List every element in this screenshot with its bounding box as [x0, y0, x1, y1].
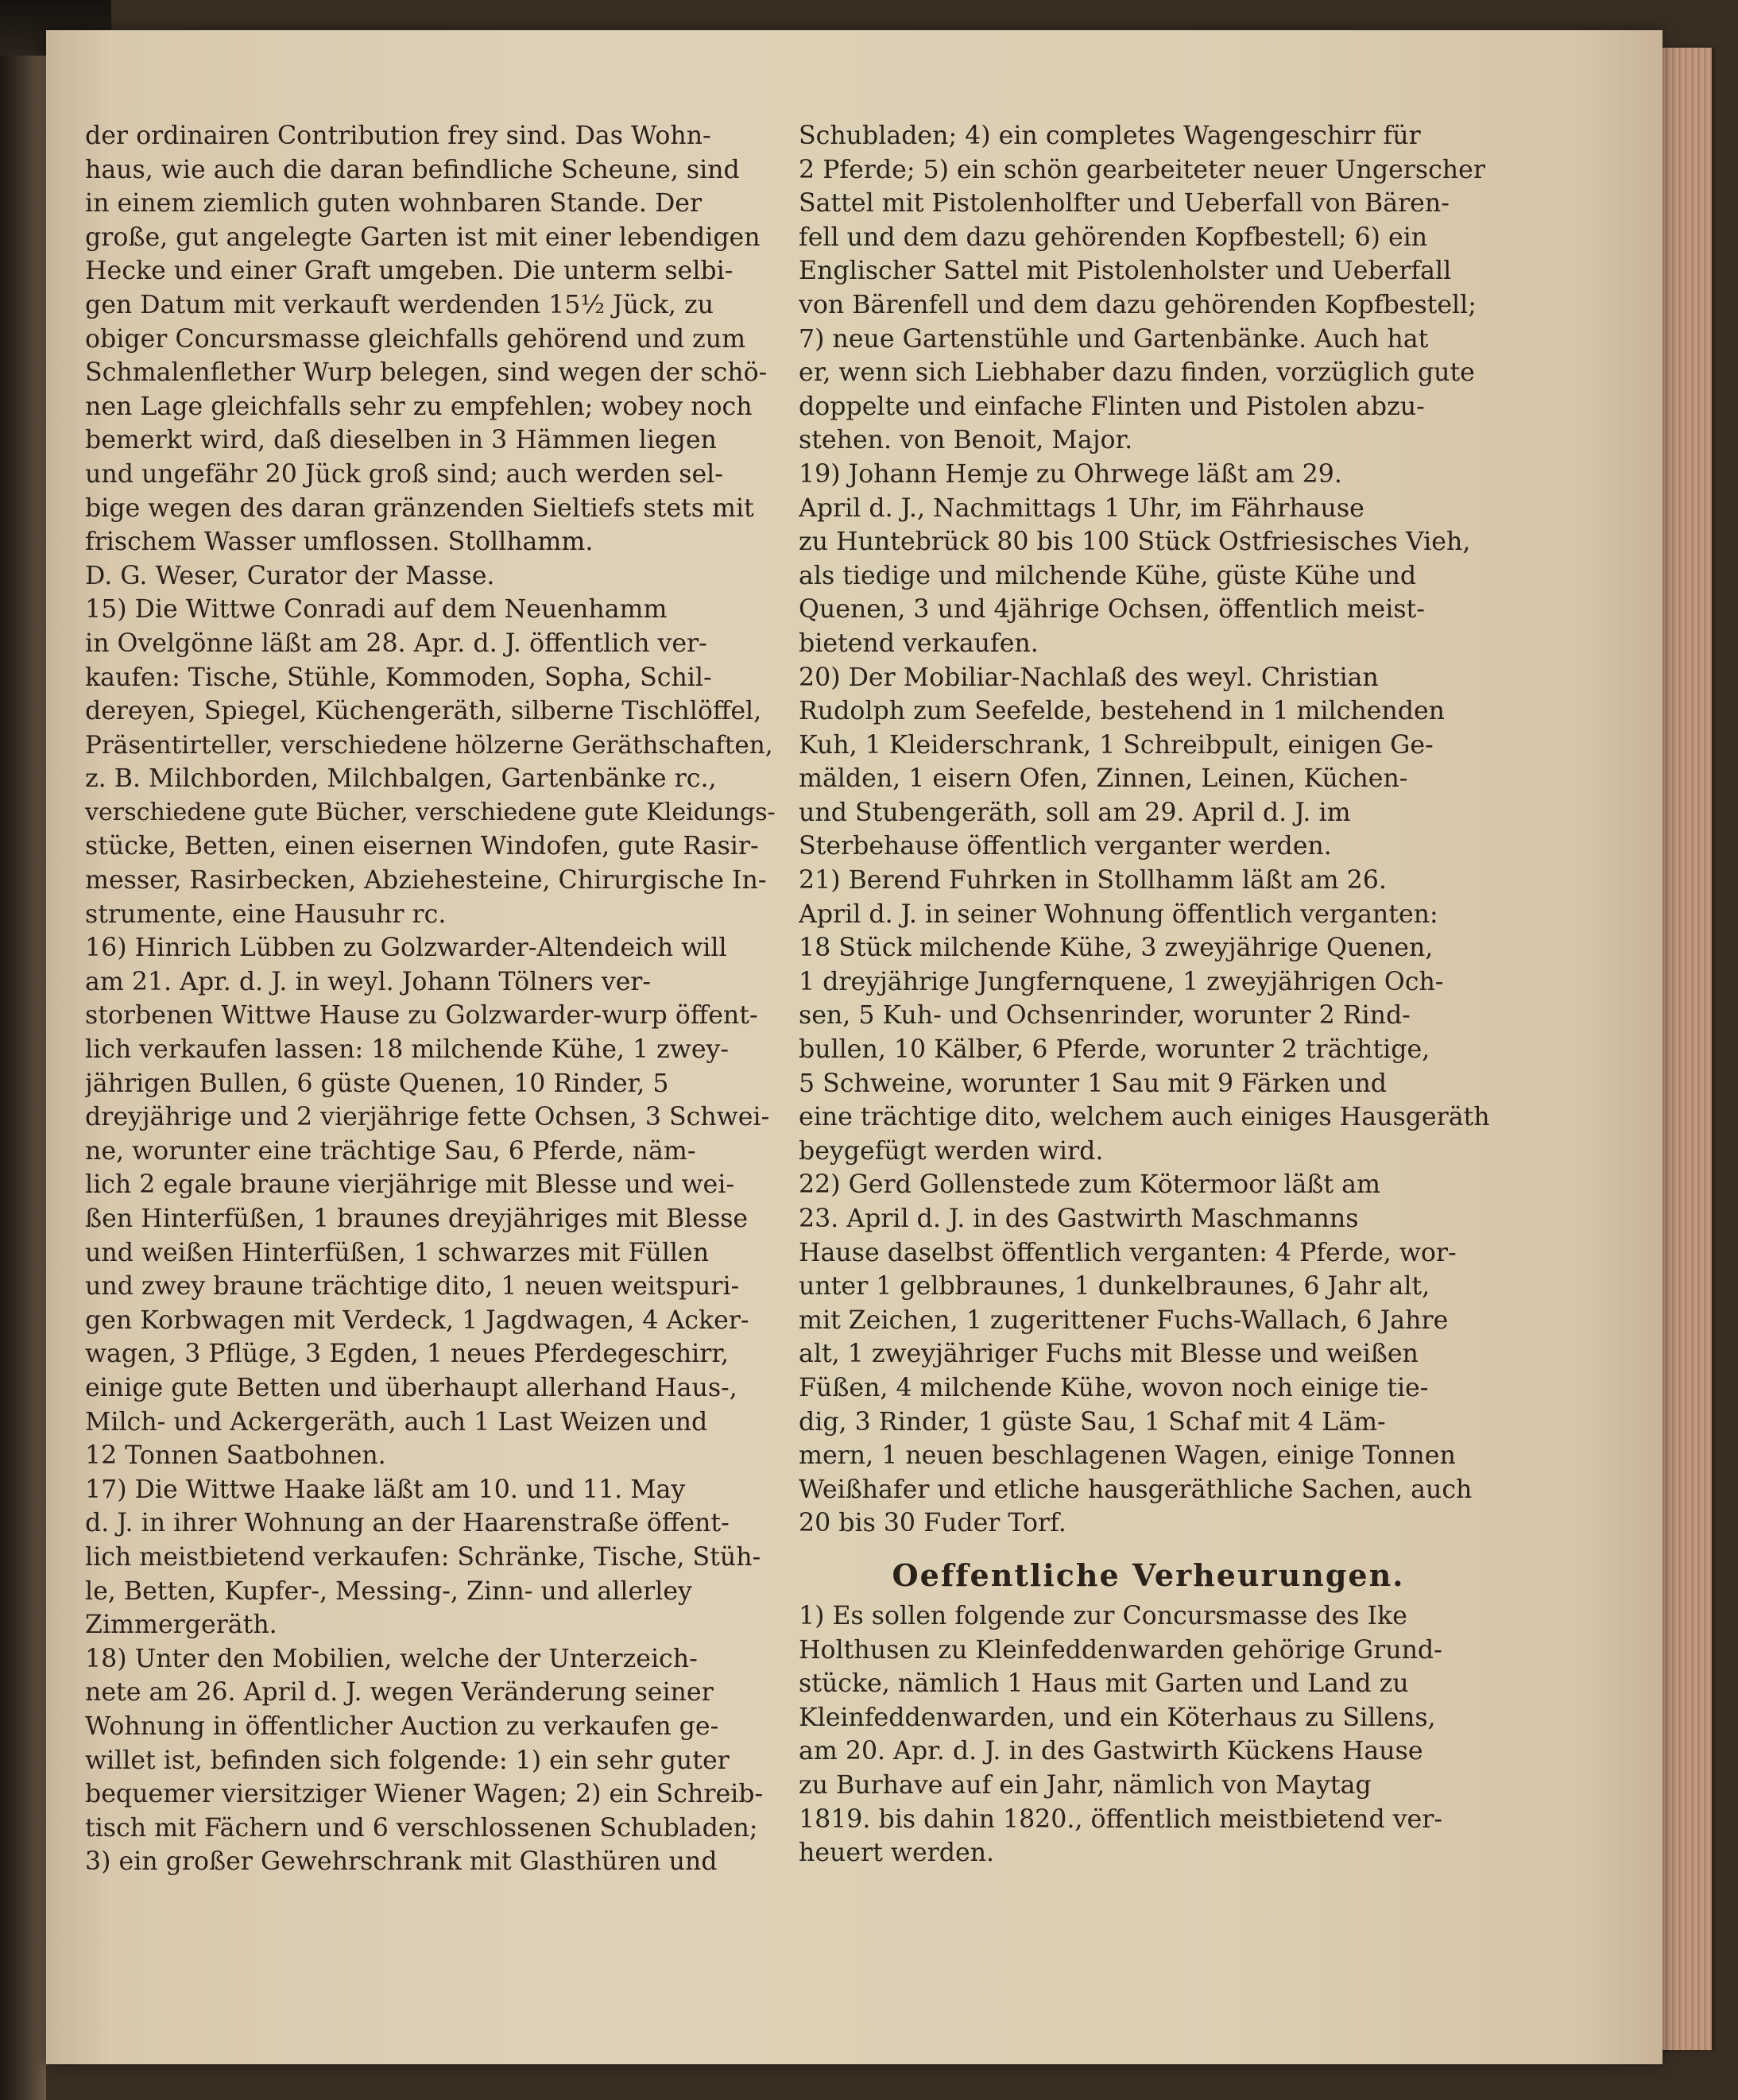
text-line: mälden, 1 eisern Ofen, Zinnen, Leinen, Küchen-	[799, 764, 1408, 794]
text-line: Englischer Sattel mit Pistolenholster und Ueberfall	[799, 257, 1452, 286]
text-line: gen Korbwagen mit Verdeck, 1 Jagdwagen, 4 Acker-	[85, 1305, 749, 1335]
text-line: er, wenn sich Liebhaber dazu finden, vorzüglich gute	[799, 358, 1475, 388]
text-line: Hecke und einer Graft umgeben. Die unterm selbi-	[85, 257, 734, 286]
text-line: d. J. in ihrer Wohnung an der Haarenstraße öffent-	[85, 1509, 730, 1538]
text-line: D. G. Weser, Curator der Masse.	[85, 561, 495, 590]
text-line: 1) Es sollen folgende zur Concursmasse des Ike	[799, 1601, 1407, 1630]
text-line: doppelte und einfache Flinten und Pistolen abzu-	[799, 392, 1425, 421]
text-line: 2 Pferde; 5) ein schön gearbeiteter neuer Ungerscher	[799, 155, 1485, 184]
right-column-bottom-block	[799, 1599, 1498, 1870]
text-line: April d. J. in seiner Wohnung öffentlich verganten:	[799, 899, 1438, 929]
text-line: willet ist, befinden sich folgende: 1) ein sehr guter	[85, 1746, 730, 1775]
text-line: einige gute Betten und überhaupt allerhand Haus-,	[85, 1373, 737, 1402]
text-line: als tiedige und milchende Kühe, güste Kühe und	[799, 561, 1417, 590]
text-line: 22) Gerd Gollenstede zum Kötermoor läßt am	[799, 1170, 1380, 1200]
text-line: Hause daselbst öffentlich verganten: 4 Pferde, wor-	[799, 1238, 1457, 1267]
text-line: am 20. Apr. d. J. in des Gastwirth Kückens Hause	[799, 1737, 1423, 1766]
book-spine	[0, 0, 46, 2100]
text-line: fell und dem dazu gehörenden Kopfbestell; 6) ein	[799, 222, 1428, 252]
text-line: stehen. von Benoit, Major.	[799, 426, 1133, 455]
text-line: bige wegen des daran gränzenden Sieltiefs stets mit	[85, 493, 754, 523]
left-text-column	[85, 119, 776, 1879]
text-line: in einem ziemlich guten wohnbaren Stande. Der	[85, 189, 703, 219]
text-line: mern, 1 neuen beschlagenen Wagen, einige Tonnen	[799, 1441, 1456, 1471]
text-line: verschiedene gute Bücher, verschiedene gute Kleidungs-	[85, 798, 776, 826]
text-line: bemerkt wird, daß dieselben in 3 Hämmen liegen	[85, 426, 717, 455]
text-line: messer, Rasirbecken, Abziehesteine, Chirurgische In-	[85, 866, 767, 895]
text-line: April d. J., Nachmittags 1 Uhr, im Fährhause	[799, 493, 1364, 523]
text-line: 1819. bis dahin 1820., öffentlich meistbietend ver-	[799, 1804, 1443, 1834]
text-line: 12 Tonnen Saatbohnen.	[85, 1441, 386, 1471]
text-line: 20 bis 30 Fuder Torf.	[799, 1509, 1066, 1538]
text-line: 3) ein großer Gewehrschrank mit Glasthüren und	[85, 1847, 718, 1877]
text-line: 7) neue Gartenstühle und Gartenbänke. Auch hat	[799, 324, 1429, 354]
text-line: Holthusen zu Kleinfeddenwarden gehörige Grund-	[799, 1635, 1442, 1665]
text-line: Sattel mit Pistolenholfter und Ueberfall von Bären-	[799, 189, 1450, 219]
text-line: gen Datum mit verkauft werdenden 15½ Jück, zu	[85, 290, 714, 319]
text-line: eine trächtige dito, welchem auch einiges Hausgeräth	[799, 1103, 1490, 1132]
text-line: bullen, 10 Kälber, 6 Pferde, worunter 2 trächtige,	[799, 1035, 1430, 1065]
right-text-column	[799, 119, 1498, 1870]
text-line: große, gut angelegte Garten ist mit einer lebendigen	[85, 222, 761, 252]
text-line: beygefügt werden wird.	[799, 1136, 1104, 1166]
text-line: am 21. Apr. d. J. in weyl. Johann Tölners ver-	[85, 967, 652, 996]
text-line: bietend verkaufen.	[799, 628, 1039, 658]
text-line: ne, worunter eine trächtige Sau, 6 Pferde, näm-	[85, 1136, 696, 1166]
text-line: stücke, Betten, einen eisernen Windofen, gute Rasir-	[85, 832, 759, 861]
text-line: strumente, eine Hausuhr rc.	[85, 899, 447, 929]
text-line: storbenen Wittwe Hause zu Golzwarder-wurp öffent-	[85, 1001, 758, 1031]
text-line: und zwey braune trächtige dito, 1 neuen weitspuri-	[85, 1272, 740, 1301]
text-line: 1 dreyjährige Jungfernquene, 1 zweyjährigen Och-	[799, 967, 1444, 996]
text-line: dereyen, Spiegel, Küchengeräth, silberne Tischlöffel,	[85, 697, 762, 726]
text-line: Kuh, 1 Kleiderschrank, 1 Schreibpult, einigen Ge-	[799, 730, 1434, 760]
text-line: heuert werden.	[799, 1839, 995, 1868]
text-line: stücke, nämlich 1 Haus mit Garten und Land zu	[799, 1669, 1409, 1699]
text-line: obiger Concursmasse gleichfalls gehörend und zum	[85, 324, 746, 354]
text-line: tisch mit Fächern und 6 verschlossenen Schubladen;	[85, 1813, 758, 1843]
text-line: wagen, 3 Pflüge, 3 Egden, 1 neues Pferdegeschirr,	[85, 1340, 730, 1369]
page-edges	[1663, 48, 1712, 2050]
text-line: und ungefähr 20 Jück groß sind; auch werden sel-	[85, 459, 723, 489]
text-line: 23. April d. J. in des Gastwirth Maschmanns	[799, 1205, 1359, 1233]
text-line: jährigen Bullen, 6 güste Quenen, 10 Rinder, 5	[85, 1069, 669, 1098]
text-line: haus, wie auch die daran befindliche Scheune, sind	[85, 155, 740, 184]
text-line: Schmalenflether Wurp belegen, sind wegen der schö-	[85, 358, 768, 388]
section-heading: Oeffentliche Verheurungen.	[892, 1557, 1405, 1593]
text-line: Wohnung in öffentlicher Auction zu verkaufen ge-	[85, 1711, 719, 1741]
text-line: le, Betten, Kupfer-, Messing-, Zinn- und allerley	[85, 1576, 692, 1606]
text-line: 18) Unter den Mobilien, welche der Unterzeich-	[85, 1644, 698, 1673]
text-line: mit Zeichen, 1 zugerittener Fuchs-Wallach, 6 Jahre	[799, 1305, 1449, 1335]
text-line: Quenen, 3 und 4jährige Ochsen, öffentlich meist-	[799, 595, 1425, 625]
text-line: zu Huntebrück 80 bis 100 Stück Ostfriesisches Vieh,	[799, 528, 1471, 557]
text-line: Kleinfeddenwarden, und ein Köterhaus zu Sillens,	[799, 1703, 1436, 1732]
text-line: dreyjährige und 2 vierjährige fette Ochsen, 3 Schwei-	[85, 1103, 770, 1132]
text-line: 15) Die Wittwe Conradi auf dem Neuenhamm	[85, 595, 668, 625]
text-line: sen, 5 Kuh- und Ochsenrinder, worunter 2 Rind-	[799, 1001, 1411, 1031]
text-line: Sterbehause öffentlich verganter werden.	[799, 832, 1332, 861]
text-line: nen Lage gleichfalls sehr zu empfehlen; wobey noch	[85, 392, 753, 421]
text-line: 17) Die Wittwe Haake läßt am 10. und 11. May	[85, 1475, 686, 1504]
text-line: Rudolph zum Seefelde, bestehend in 1 milchenden	[799, 697, 1445, 726]
text-line: Milch- und Ackergeräth, auch 1 Last Weizen und	[85, 1407, 708, 1437]
text-line: Weißhafer und etliche hausgeräthliche Sachen, auch	[799, 1475, 1473, 1504]
text-line: und weißen Hinterfüßen, 1 schwarzes mit Füllen	[85, 1238, 710, 1267]
text-line: 19) Johann Hemje zu Ohrwege läßt am 29.	[799, 459, 1342, 489]
text-line: dig, 3 Rinder, 1 güste Sau, 1 Schaf mit 4 Läm-	[799, 1407, 1386, 1437]
text-line: 21) Berend Fuhrken in Stollhamm läßt am 26.	[799, 866, 1387, 895]
text-line: alt, 1 zweyjähriger Fuchs mit Blesse und weißen	[799, 1340, 1419, 1369]
text-line: Zimmergeräth.	[85, 1611, 277, 1640]
text-line: Schubladen; 4) ein completes Wagengeschirr für	[799, 122, 1421, 150]
text-line: von Bärenfell und dem dazu gehörenden Kopfbestell;	[799, 290, 1477, 319]
text-line: lich 2 egale braune vierjährige mit Blesse und wei-	[85, 1170, 735, 1200]
text-line: Präsentirteller, verschiedene hölzerne Geräthschaften,	[85, 730, 773, 760]
text-line: und Stubengeräth, soll am 29. April d. J. im	[799, 798, 1351, 827]
text-line: z. B. Milchborden, Milchbalgen, Gartenbänke rc.,	[85, 764, 717, 794]
text-line: zu Burhave auf ein Jahr, nämlich von Maytag	[799, 1770, 1372, 1800]
text-line: frischem Wasser umflossen. Stollhamm.	[85, 528, 594, 557]
text-line: kaufen: Tische, Stühle, Kommoden, Sopha, Schil-	[85, 663, 712, 692]
text-line: 18 Stück milchende Kühe, 3 zweyjährige Quenen,	[799, 934, 1434, 963]
text-line: 16) Hinrich Lübben zu Golzwarder-Altendeich will	[85, 934, 727, 963]
text-line: ßen Hinterfüßen, 1 braunes dreyjähriges mit Blesse	[85, 1205, 749, 1233]
text-line: bequemer viersitziger Wiener Wagen; 2) ein Schreib-	[85, 1780, 764, 1809]
text-line: 5 Schweine, worunter 1 Sau mit 9 Färken und	[799, 1069, 1388, 1098]
right-column-top-block	[799, 119, 1498, 1541]
text-line: lich meistbietend verkaufen: Schränke, Tische, Stüh-	[85, 1542, 761, 1572]
text-line: lich verkaufen lassen: 18 milchende Kühe, 1 zwey-	[85, 1035, 730, 1065]
text-line: Füßen, 4 milchende Kühe, wovon noch einige tie-	[799, 1373, 1429, 1402]
text-line: in Ovelgönne läßt am 28. Apr. d. J. öffentlich ver-	[85, 628, 707, 658]
text-line: unter 1 gelbbraunes, 1 dunkelbraunes, 6 Jahr alt,	[799, 1272, 1430, 1301]
text-line: nete am 26. April d. J. wegen Veränderung seiner	[85, 1678, 714, 1707]
text-line: der ordinairen Contribution frey sind. Das Wohn-	[85, 122, 711, 150]
text-line: 20) Der Mobiliar-Nachlaß des weyl. Christian	[799, 663, 1379, 692]
